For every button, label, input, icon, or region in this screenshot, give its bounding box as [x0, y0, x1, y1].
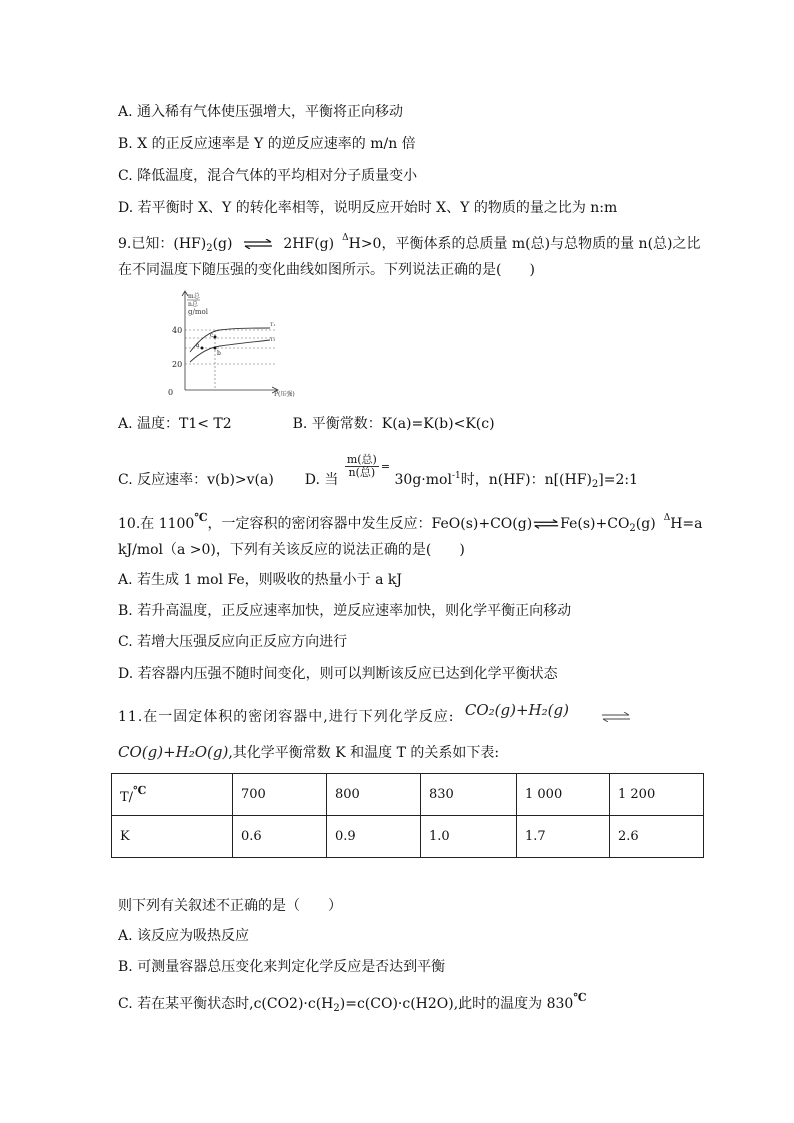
q11-rest: ,其化学平衡常数 K 和温度 T 的关系如下表: — [228, 745, 500, 761]
chart-label-c: c — [210, 332, 214, 339]
k-table — [111, 773, 704, 858]
t-label: T/ — [120, 790, 134, 805]
q9-option-d-pre: D. 当 — [304, 472, 339, 488]
table-cell: 1 200 — [610, 774, 704, 816]
table-cell: 2.6 — [610, 816, 704, 858]
q11-reactants: CO₂(g)+H₂(g) — [464, 701, 569, 719]
q11-stem-line2 — [118, 742, 499, 763]
q10-option-b: B. 若升高温度，正反应速率加快，逆反应速率加快，则化学平衡正向移动 — [118, 603, 572, 619]
chart-curve-lower — [190, 340, 270, 362]
q9-cond: H>0，平衡体系的总质量 m(总)与总物质的量 n(总)之比 — [348, 236, 701, 252]
chart-point-a — [201, 347, 204, 350]
table-cell: 0.6 — [233, 816, 327, 858]
chart-label-a: a — [196, 342, 200, 349]
table-cell: 1.0 — [421, 816, 517, 858]
q9-sub: 2 — [206, 243, 213, 254]
table-cell: 830 — [421, 774, 517, 816]
equilibrium-arrow-icon — [533, 519, 559, 529]
q10-stem-line2: kJ/mol（a >0)，下列有关该反应的说法正确的是( ) — [118, 542, 465, 558]
q11-question: 则下列有关叙述不正确的是（ ） — [118, 898, 342, 914]
table-cell: 1 000 — [517, 774, 610, 816]
q11-stem-line1 — [118, 701, 639, 727]
q10-rest1: ，一定容积的密闭容器中发生反应：FeO(s)+CO(g) — [207, 516, 533, 532]
q8-option-b: B. X 的正反应速率是 Y 的逆反应速率的 m/n 倍 — [118, 136, 416, 152]
q9-frac-den: n(总) — [348, 465, 376, 479]
q9-option-d-a: 30g·mol — [394, 472, 452, 488]
q9-fraction — [345, 454, 379, 479]
q9-option-a-text: A. 温度：T1< T2 — [118, 416, 232, 432]
q9-stem-line1 — [118, 228, 701, 259]
q10-deg: ℃ — [194, 511, 208, 524]
q9-stem-line2: 在不同温度下随压强的变化曲线如图所示。下列说法正确的是( ) — [118, 262, 535, 278]
q10-rest4: H=a — [670, 516, 703, 532]
q8-option-c: C. 降低温度，混合气体的平均相对分子质量变小 — [118, 168, 418, 184]
q10-rest2: Fe(s)+CO — [560, 516, 630, 532]
table-cell: 700 — [233, 774, 327, 816]
q9-option-d-c: ]=2:1 — [598, 472, 639, 488]
chart-label-b: b — [217, 350, 221, 357]
q11-option-c-b: )=c(CO)·c(H2O),此时的温度为 830 — [339, 996, 574, 1012]
q10-delta: Δ — [663, 513, 671, 523]
q11-products: CO(g)+H₂O(g) — [118, 743, 229, 761]
q10-prefix: 10.在 1100 — [118, 516, 195, 532]
chart-point-c — [214, 336, 217, 339]
q11-option-a: A. 该反应为吸热反应 — [118, 928, 250, 944]
q11-prefix: 11.在一固定体积的密闭容器中,进行下列化学反应: — [118, 709, 455, 725]
table-row — [112, 816, 704, 858]
q9-option-a — [118, 414, 495, 434]
q11-option-c-sub: 2 — [333, 1003, 340, 1014]
q9-option-c — [118, 452, 639, 495]
table-cell: 0.9 — [327, 816, 421, 858]
q9-option-c-text: C. 反应速率：v(b)>v(a) — [118, 472, 274, 488]
q11-option-c-deg: ℃ — [573, 991, 587, 1004]
q8-option-d: D. 若平衡时 X、Y 的转化率相等，说明反应开始时 X、Y 的物质的量之比为 n:m — [118, 200, 618, 216]
q9-frac-num: m(总) — [346, 452, 377, 466]
q9-product: 2HF(g) — [283, 236, 335, 252]
q9-g: (g) — [212, 236, 233, 252]
q9-option-d-sup: -1 — [451, 471, 461, 481]
q9-chart — [160, 290, 310, 405]
chart-label-t1: T₁ — [270, 322, 276, 328]
t-deg: ℃ — [133, 784, 147, 797]
chart-origin: 0 — [168, 388, 174, 397]
chart-tick-20: 20 — [172, 360, 183, 369]
table-cell: 1.7 — [517, 816, 610, 858]
table-header-k: K — [112, 816, 233, 858]
equilibrium-arrow-icon — [243, 239, 273, 249]
q9-frac-eq: = — [380, 460, 391, 473]
chart-x-label: P(压强) — [274, 391, 295, 398]
q8-option-a: A. 通入稀有气体使压强增大，平衡将正向移动 — [118, 104, 404, 120]
q9-option-d-b: 时，n(HF)：n[(HF) — [460, 472, 592, 488]
q10-option-d: D. 若容器内压强不随时间变化，则可以判断该反应已达到化学平衡状态 — [118, 666, 558, 682]
q10-rest3: (g) — [635, 516, 656, 532]
chart-y-top: m总 — [188, 293, 200, 300]
q11-option-c-a: C. 若在某平衡状态时,c(CO2)·c(H — [118, 996, 334, 1012]
q10-option-a: A. 若生成 1 mol Fe，则吸收的热量小于 a kJ — [118, 572, 403, 588]
q9-delta: Δ — [342, 233, 349, 243]
chart-y-bottom: n总 — [188, 301, 198, 308]
table-header-t — [112, 774, 233, 816]
chart-tick-40: 40 — [172, 326, 183, 335]
q10-stem-line1 — [118, 508, 702, 539]
q11-option-b: B. 可测量容器总压变化来判定化学反应是否达到平衡 — [118, 959, 446, 975]
q10-sub: 2 — [629, 523, 636, 534]
chart-label-t2: T₂ — [270, 337, 276, 343]
q9-prefix: 9.已知：(HF) — [118, 236, 207, 252]
q9-option-d-sub: 2 — [591, 479, 599, 490]
equilibrium-arrow-icon — [599, 712, 633, 722]
q9-option-b-text: B. 平衡常数：K(a)=K(b)<K(c) — [292, 416, 495, 432]
chart-y-unit: g/mol — [188, 308, 208, 316]
q11-option-c — [118, 988, 587, 1019]
table-row — [112, 774, 704, 816]
q10-option-c: C. 若增大压强反应向正反应方向进行 — [118, 634, 348, 650]
table-cell: 800 — [327, 774, 421, 816]
